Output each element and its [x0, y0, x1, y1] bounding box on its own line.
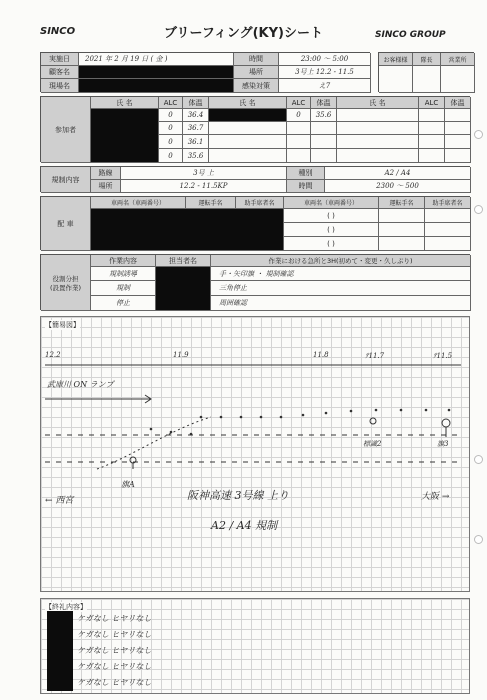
site-redacted [79, 79, 234, 93]
col-driver-1: 運転手名 [186, 197, 236, 209]
empty-cell [337, 109, 419, 122]
temp-cell [183, 109, 209, 122]
participants-table [40, 96, 470, 162]
route-value [121, 167, 287, 180]
empty-cell [379, 209, 425, 223]
alc-cell [159, 122, 183, 135]
col-temp-2: 体温 [311, 97, 337, 109]
temp-value: 35.6 [187, 151, 204, 160]
sign-2-label: 標識2 [363, 440, 382, 448]
kp-11-8: 11.8 [313, 351, 329, 359]
alc-value: 0 [168, 137, 173, 146]
roles-table [40, 254, 470, 310]
role-point-text: 三角停止 [219, 284, 247, 292]
role-point [211, 281, 471, 296]
empty-cell [379, 223, 425, 237]
empty-cell [445, 109, 471, 122]
place-value-text: 3号上 12.2 - 11.5 [295, 68, 354, 76]
role-work-text: 停止 [116, 299, 130, 307]
vehicles-redacted [91, 209, 284, 251]
regulation-time-value [325, 180, 471, 193]
empty-cell [337, 135, 419, 149]
empty-cell [445, 149, 471, 163]
kp-11-7: ﾃ11.7 [365, 352, 385, 360]
col-assistant-1: 助手席者名 [236, 197, 284, 209]
flag-3-label: 旗3 [437, 440, 449, 448]
temp-cell [311, 109, 337, 122]
taper-line [97, 417, 211, 469]
vehicle-number-cell [284, 237, 379, 251]
approval-chief-label: 隊長 [413, 53, 441, 66]
page-title: ブリーフィング(KY)シート [164, 26, 323, 41]
col-vehicle-1: 車両名（車両番号） [91, 197, 186, 209]
flag-3-marker [442, 419, 450, 427]
approval-table [378, 52, 474, 92]
col-alc-3: ALC [419, 97, 445, 109]
empty-cell [419, 122, 445, 135]
infection-value [279, 79, 371, 93]
col-temp-3: 体温 [445, 97, 471, 109]
alc-value: 0 [296, 111, 301, 119]
date-value-text: 2021 年 2 月 19 日 ( 金 ) [85, 55, 168, 63]
role-work [91, 296, 156, 311]
customer-redacted [79, 66, 234, 79]
closing-names-redacted [47, 611, 73, 691]
customer-label: 顧客名 [41, 66, 79, 79]
empty-cell [209, 149, 287, 163]
infection-value-text: え7 [318, 81, 331, 90]
roles-section-label: 役割分担 (設置作業) [41, 255, 91, 311]
empty-cell [311, 122, 337, 135]
west-direction: ← 西宮 [45, 496, 74, 506]
col-alc-2: ALC [287, 97, 311, 109]
type-label: 種別 [287, 167, 325, 180]
time-value-text: 23:00 ～ 5:00 [300, 55, 349, 63]
vehicles-table [40, 196, 470, 250]
participant-name-redacted-2 [209, 109, 287, 122]
col-name-2: 氏 名 [209, 97, 287, 109]
empty-cell [419, 149, 445, 163]
route-note: 阪神高速 3号線 上り [187, 489, 289, 502]
date-value [79, 53, 234, 66]
empty-cell [425, 223, 471, 237]
temp-value: 35.6 [315, 111, 332, 119]
punch-hole [474, 455, 483, 464]
place-value [279, 66, 371, 79]
role-work-text: 規制 [116, 284, 130, 292]
empty-cell [209, 122, 287, 135]
col-work: 作業内容 [91, 255, 156, 267]
empty-cell [445, 122, 471, 135]
role-point-text: 手・矢印旗 ・ 規制確認 [219, 269, 294, 278]
participants-section-label: 参加者 [41, 97, 91, 163]
closing-line: ケガなし ヒヤリなし [77, 678, 152, 687]
regulation-note: A2 / A4 規制 [211, 519, 278, 532]
date-label: 実施日 [41, 53, 79, 66]
col-name-3: 氏 名 [337, 97, 419, 109]
empty-cell [287, 135, 311, 149]
sketch-area [40, 316, 470, 592]
punch-hole [474, 130, 483, 139]
approval-customer-label: お客様様 [379, 53, 413, 66]
alc-cell [159, 109, 183, 122]
empty-cell [287, 149, 311, 163]
col-temp-1: 体温 [183, 97, 209, 109]
col-name-1: 氏 名 [91, 97, 159, 109]
type-value-text: A2 / A4 [384, 169, 411, 177]
role-point [211, 267, 471, 281]
participants-names-redacted-1 [91, 109, 159, 163]
col-driver-2: 運転手名 [379, 197, 425, 209]
vehicles-section-label: 配 車 [41, 197, 91, 251]
empty-cell [311, 149, 337, 163]
kp-11-9: 11.9 [173, 351, 189, 359]
role-point-text: 周囲確認 [219, 299, 247, 307]
temp-cell [183, 149, 209, 163]
alc-value: 0 [168, 151, 173, 160]
regulation-time-text: 2300 ～ 500 [376, 182, 419, 190]
temp-value: 36.7 [187, 124, 204, 132]
closing-line: ケガなし ヒヤリなし [77, 646, 152, 655]
col-person: 担当者名 [156, 255, 211, 267]
temp-cell [183, 135, 209, 149]
col-point: 作業における急所と3H(初めて・変更・久しぶり) [211, 255, 471, 267]
empty-cell [379, 237, 425, 251]
empty-cell [425, 209, 471, 223]
role-point [211, 296, 471, 311]
vehicle-number-paren: ( ) [327, 211, 335, 220]
temp-value: 36.1 [187, 137, 204, 146]
vehicle-number-cell [284, 209, 379, 223]
empty-cell [419, 109, 445, 122]
sign-2-marker [370, 418, 376, 424]
approval-chief-stamp [413, 66, 441, 93]
alc-value: 0 [168, 124, 173, 132]
temp-value: 36.4 [187, 111, 204, 119]
alc-cell [159, 149, 183, 163]
alc-cell [159, 135, 183, 149]
type-value [325, 167, 471, 180]
closing-line: ケガなし ヒヤリなし [77, 614, 152, 623]
role-work [91, 267, 156, 281]
empty-cell [209, 135, 287, 149]
kp-11-5: ﾃ11.5 [433, 352, 453, 360]
role-work [91, 281, 156, 296]
approval-office-label: 営業所 [441, 53, 475, 66]
regulation-place-text: 12.2 - 11.5KP [179, 182, 228, 190]
regulation-section-label: 規制内容 [41, 167, 91, 193]
alc-cell [287, 109, 311, 122]
brand-logo-right: SINCO GROUP [375, 30, 446, 40]
regulation-time-label: 時間 [287, 180, 325, 193]
punch-hole [474, 205, 483, 214]
empty-cell [337, 149, 419, 163]
col-alc-1: ALC [159, 97, 183, 109]
info-table [40, 52, 370, 92]
regulation-place-label: 場所 [91, 180, 121, 193]
closing-line: ケガなし ヒヤリなし [77, 662, 152, 671]
role-work-text: 規制誘導 [109, 269, 137, 278]
sketch-section-label: 【簡易図】 [45, 321, 80, 329]
kp-12-2: 12.2 [45, 351, 61, 359]
vehicle-number-paren: ( ) [327, 239, 335, 248]
ramp-label: 武庫川 ON ランプ [47, 380, 114, 389]
col-vehicle-2: 車両名（車両番号） [284, 197, 379, 209]
closing-line: ケガなし ヒヤリなし [77, 630, 152, 639]
east-direction: 大阪 → [421, 492, 450, 502]
regulation-table [40, 166, 470, 192]
brand-left-text: SINCO [40, 26, 76, 37]
temp-cell [183, 122, 209, 135]
vehicle-number-paren: ( ) [327, 225, 335, 234]
col-assistant-2: 助手席者名 [425, 197, 471, 209]
place-label: 場所 [234, 66, 279, 79]
closing-area [40, 598, 470, 694]
punch-hole [474, 535, 483, 544]
closing-section-label: 【終礼内容】 [45, 603, 87, 611]
route-label: 路線 [91, 167, 121, 180]
time-value [279, 53, 371, 66]
site-label: 現場名 [41, 79, 79, 93]
empty-cell [311, 135, 337, 149]
empty-cell [337, 122, 419, 135]
empty-cell [287, 122, 311, 135]
time-label: 時間 [234, 53, 279, 66]
approval-office-stamp [441, 66, 475, 93]
flag-a-label: 旗A [121, 480, 135, 489]
vehicle-number-cell [284, 223, 379, 237]
sketch-drawing [41, 317, 471, 593]
route-value-text: 3号 上 [193, 169, 214, 177]
infection-label: 感染対策 [234, 79, 279, 93]
approval-customer-stamp [379, 66, 413, 93]
empty-cell [425, 237, 471, 251]
alc-value: 0 [168, 111, 173, 119]
empty-cell [445, 135, 471, 149]
empty-cell [419, 135, 445, 149]
regulation-place-value [121, 180, 287, 193]
person-redacted [156, 267, 211, 311]
